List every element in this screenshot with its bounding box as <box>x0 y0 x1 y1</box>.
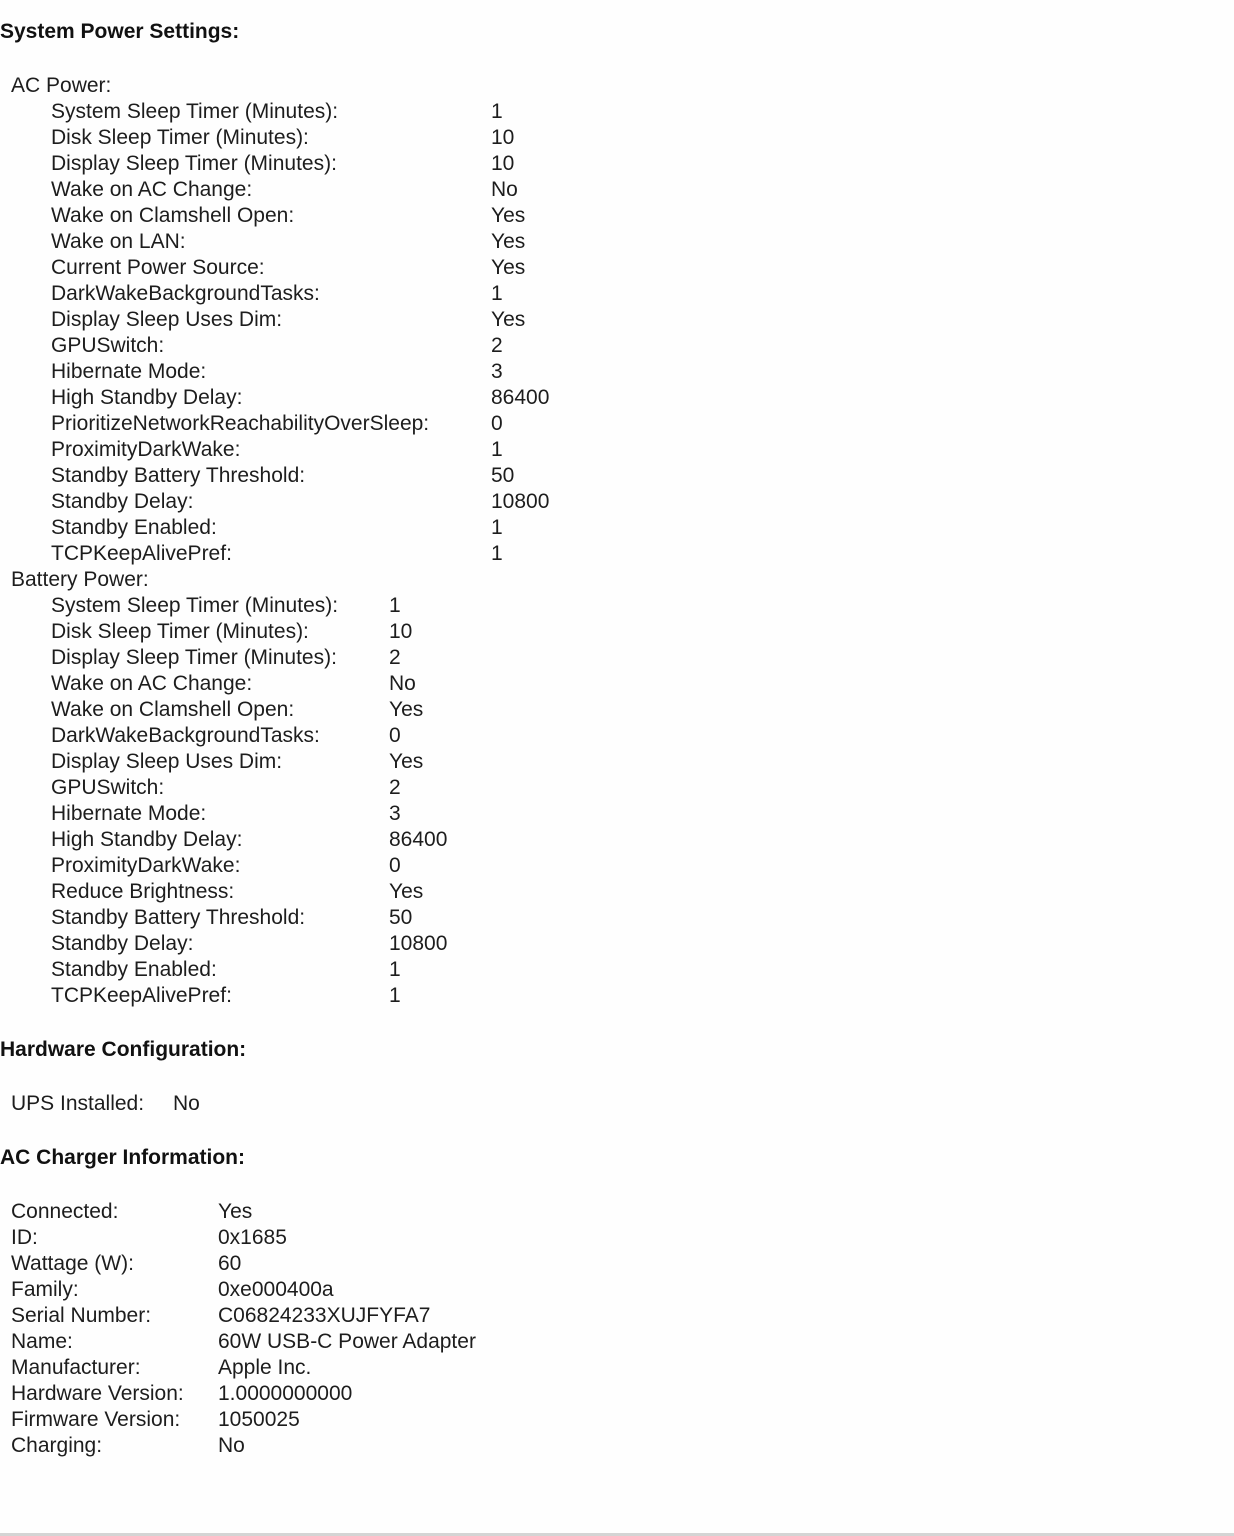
setting-value: Yes <box>389 750 424 773</box>
setting-value: 1 <box>491 542 503 565</box>
subsection-ac-power: AC Power: <box>11 74 112 97</box>
setting-value: 0 <box>389 854 401 877</box>
setting-label: Firmware Version: <box>11 1408 181 1431</box>
setting-label: DarkWakeBackgroundTasks: <box>51 724 320 747</box>
setting-row <box>51 385 751 411</box>
setting-row <box>51 671 751 697</box>
setting-value: 2 <box>491 334 503 357</box>
setting-label: Manufacturer: <box>11 1356 141 1379</box>
section-title-charger: AC Charger Information: <box>0 1146 246 1169</box>
setting-row <box>51 619 751 645</box>
setting-label: Display Sleep Timer (Minutes): <box>51 152 337 175</box>
setting-label: Family: <box>11 1278 79 1301</box>
setting-label: ProximityDarkWake: <box>51 854 241 877</box>
setting-label: High Standby Delay: <box>51 386 243 409</box>
setting-row <box>51 593 751 619</box>
setting-row <box>51 307 751 333</box>
setting-row <box>51 359 751 385</box>
setting-label: PrioritizeNetworkReachabilityOverSleep: <box>51 412 430 435</box>
setting-row <box>51 827 751 853</box>
setting-row <box>51 463 751 489</box>
setting-label: Hardware Version: <box>11 1382 184 1405</box>
setting-row <box>11 1381 711 1407</box>
setting-value: 10 <box>491 126 515 149</box>
setting-value: 1 <box>491 438 503 461</box>
setting-value: 0x1685 <box>218 1226 287 1249</box>
setting-label: Wake on AC Change: <box>51 178 253 201</box>
setting-value: 1.0000000000 <box>218 1382 353 1405</box>
setting-value: 1 <box>389 984 401 1007</box>
setting-value: Apple Inc. <box>218 1356 312 1379</box>
setting-value: 10800 <box>491 490 550 513</box>
setting-row <box>51 333 751 359</box>
setting-row <box>11 1329 711 1355</box>
setting-row <box>51 489 751 515</box>
setting-label: TCPKeepAlivePref: <box>51 984 232 1007</box>
setting-row <box>51 125 751 151</box>
setting-label: System Sleep Timer (Minutes): <box>51 594 339 617</box>
setting-label: Disk Sleep Timer (Minutes): <box>51 126 309 149</box>
setting-value: 2 <box>389 646 401 669</box>
setting-value: 1 <box>389 958 401 981</box>
setting-row <box>11 1303 711 1329</box>
setting-row <box>51 931 751 957</box>
setting-label: Hibernate Mode: <box>51 802 207 825</box>
setting-value: 50 <box>491 464 515 487</box>
setting-row <box>51 281 751 307</box>
setting-value: No <box>491 178 518 201</box>
section-title-hardware: Hardware Configuration: <box>0 1038 247 1061</box>
setting-row <box>11 1433 711 1459</box>
setting-row <box>51 255 751 281</box>
setting-row <box>51 723 751 749</box>
setting-label: Disk Sleep Timer (Minutes): <box>51 620 309 643</box>
setting-label: System Sleep Timer (Minutes): <box>51 100 339 123</box>
setting-value: Yes <box>218 1200 253 1223</box>
setting-row <box>11 1407 711 1433</box>
setting-label: Current Power Source: <box>51 256 265 279</box>
setting-label: Display Sleep Timer (Minutes): <box>51 646 337 669</box>
setting-label: ProximityDarkWake: <box>51 438 241 461</box>
setting-row <box>11 1251 711 1277</box>
setting-row <box>11 1277 711 1303</box>
setting-value: Yes <box>389 698 424 721</box>
setting-label: Standby Enabled: <box>51 516 217 539</box>
setting-row <box>51 541 751 567</box>
setting-value: 0 <box>491 412 503 435</box>
setting-value: No <box>218 1434 245 1457</box>
setting-row <box>51 775 751 801</box>
setting-label: Display Sleep Uses Dim: <box>51 750 283 773</box>
setting-value: C06824233XUJFYFA7 <box>218 1304 431 1327</box>
setting-label: Standby Delay: <box>51 490 194 513</box>
setting-value: 1 <box>491 100 503 123</box>
setting-value: 10 <box>491 152 515 175</box>
setting-label: Standby Enabled: <box>51 958 217 981</box>
setting-row <box>51 697 751 723</box>
setting-row <box>51 437 751 463</box>
setting-row <box>11 1355 711 1381</box>
setting-value: Yes <box>389 880 424 903</box>
setting-row <box>11 1199 711 1225</box>
setting-label: Wattage (W): <box>11 1252 134 1275</box>
setting-value: 50 <box>389 906 413 929</box>
setting-row <box>51 229 751 255</box>
setting-row <box>51 983 751 1009</box>
setting-label: GPUSwitch: <box>51 334 165 357</box>
setting-value: 1050025 <box>218 1408 300 1431</box>
setting-row <box>51 853 751 879</box>
setting-row <box>51 99 751 125</box>
setting-label: TCPKeepAlivePref: <box>51 542 232 565</box>
setting-row <box>51 749 751 775</box>
setting-row <box>51 905 751 931</box>
setting-label: Charging: <box>11 1434 103 1457</box>
setting-label: Connected: <box>11 1200 119 1223</box>
setting-row <box>51 515 751 541</box>
subsection-battery-power: Battery Power: <box>11 568 149 591</box>
setting-label: Standby Battery Threshold: <box>51 906 306 929</box>
setting-label: Wake on LAN: <box>51 230 186 253</box>
setting-value: 86400 <box>389 828 448 851</box>
setting-value: 0xe000400a <box>218 1278 334 1301</box>
setting-label: Hibernate Mode: <box>51 360 207 383</box>
setting-label: Wake on Clamshell Open: <box>51 204 295 227</box>
setting-value: Yes <box>491 256 526 279</box>
setting-label: UPS Installed: <box>11 1092 145 1115</box>
setting-row <box>51 645 751 671</box>
setting-label: Standby Delay: <box>51 932 194 955</box>
setting-value: 3 <box>491 360 503 383</box>
setting-label: Wake on AC Change: <box>51 672 253 695</box>
setting-row <box>51 203 751 229</box>
setting-value: 10 <box>389 620 413 643</box>
setting-row <box>51 879 751 905</box>
setting-label: Wake on Clamshell Open: <box>51 698 295 721</box>
setting-row <box>51 801 751 827</box>
setting-label: ID: <box>11 1226 38 1249</box>
setting-row <box>51 411 751 437</box>
setting-value: 1 <box>491 282 503 305</box>
setting-value: No <box>389 672 416 695</box>
setting-row <box>51 177 751 203</box>
setting-value: 10800 <box>389 932 448 955</box>
setting-value: 3 <box>389 802 401 825</box>
setting-label: Reduce Brightness: <box>51 880 235 903</box>
setting-label: High Standby Delay: <box>51 828 243 851</box>
setting-label: Display Sleep Uses Dim: <box>51 308 283 331</box>
setting-row <box>11 1225 711 1251</box>
setting-label: Standby Battery Threshold: <box>51 464 306 487</box>
setting-value: 2 <box>389 776 401 799</box>
setting-value: Yes <box>491 204 526 227</box>
setting-label: GPUSwitch: <box>51 776 165 799</box>
setting-label: DarkWakeBackgroundTasks: <box>51 282 320 305</box>
setting-value: 60 <box>218 1252 242 1275</box>
setting-label: Name: <box>11 1330 73 1353</box>
setting-value: 1 <box>491 516 503 539</box>
setting-value: 86400 <box>491 386 550 409</box>
setting-row <box>51 151 751 177</box>
setting-label: Serial Number: <box>11 1304 152 1327</box>
setting-value: Yes <box>491 230 526 253</box>
setting-row <box>11 1091 711 1117</box>
section-title-system-power: System Power Settings: <box>0 20 240 43</box>
setting-value: Yes <box>491 308 526 331</box>
setting-value: No <box>173 1092 200 1115</box>
setting-value: 1 <box>389 594 401 617</box>
setting-value: 60W USB-C Power Adapter <box>218 1330 476 1353</box>
setting-row <box>51 957 751 983</box>
setting-value: 0 <box>389 724 401 747</box>
